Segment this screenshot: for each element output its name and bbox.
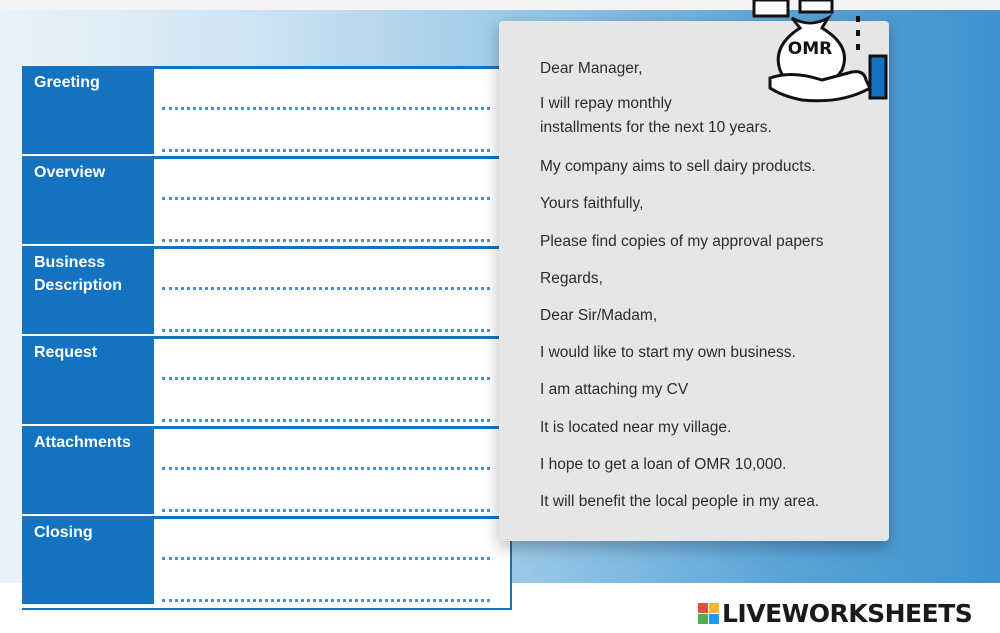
table-row <box>22 66 510 156</box>
logo-text: LIVEWORKSHEETS <box>722 598 973 628</box>
row-divider <box>154 246 510 249</box>
answer-blank[interactable] <box>162 239 490 242</box>
answer-blank[interactable] <box>162 197 490 200</box>
answer-blank[interactable] <box>162 419 490 422</box>
table-row <box>22 246 510 336</box>
row-label: Request <box>22 336 154 426</box>
answer-blank[interactable] <box>162 599 490 602</box>
answer-blank[interactable] <box>162 509 490 512</box>
table-row <box>22 516 510 606</box>
answer-blank[interactable] <box>162 107 490 110</box>
sentence-option[interactable]: I hope to get a loan of OMR 10,000. <box>540 456 787 473</box>
table-row <box>22 336 510 426</box>
omr-label: OMR <box>787 39 833 59</box>
sentence-option[interactable]: I would like to start my own business. <box>540 344 796 361</box>
answer-blank[interactable] <box>162 287 490 290</box>
sentence-option[interactable]: Dear Manager, <box>540 60 643 77</box>
row-divider <box>154 336 510 339</box>
row-label: Greeting <box>22 66 154 156</box>
sentence-option[interactable]: Regards, <box>540 270 603 287</box>
logo-squares-icon <box>698 603 719 624</box>
sentence-option[interactable]: It is located near my village. <box>540 419 732 436</box>
sentence-option[interactable]: Yours faithfully, <box>540 195 644 212</box>
row-divider <box>154 156 510 159</box>
row-divider <box>154 66 510 69</box>
sentence-option[interactable]: Please find copies of my approval papers <box>540 233 824 250</box>
money-bag-hand-icon <box>752 0 892 105</box>
sentence-option[interactable]: Dear Sir/Madam, <box>540 307 658 324</box>
row-label: Attachments <box>22 426 154 516</box>
sentence-option[interactable]: I am attaching my CV <box>540 381 689 398</box>
answer-blank[interactable] <box>162 149 490 152</box>
row-label: Overview <box>22 156 154 246</box>
sentence-option[interactable]: I will repay monthly installments for the next 10 years. <box>540 95 772 136</box>
liveworksheets-logo[interactable] <box>698 597 972 629</box>
row-divider <box>154 426 510 429</box>
row-label: Closing <box>22 516 154 606</box>
answer-blank[interactable] <box>162 467 490 470</box>
sentence-option[interactable]: My company aims to sell dairy products. <box>540 158 816 175</box>
answer-blank[interactable] <box>162 329 490 332</box>
table-row <box>22 156 510 246</box>
row-label: Business Description <box>22 246 154 336</box>
table-row <box>22 426 510 516</box>
sentence-option[interactable]: It will benefit the local people in my area. <box>540 493 820 510</box>
row-divider <box>154 516 510 519</box>
letter-structure-table <box>22 66 512 610</box>
answer-blank[interactable] <box>162 377 490 380</box>
answer-blank[interactable] <box>162 557 490 560</box>
